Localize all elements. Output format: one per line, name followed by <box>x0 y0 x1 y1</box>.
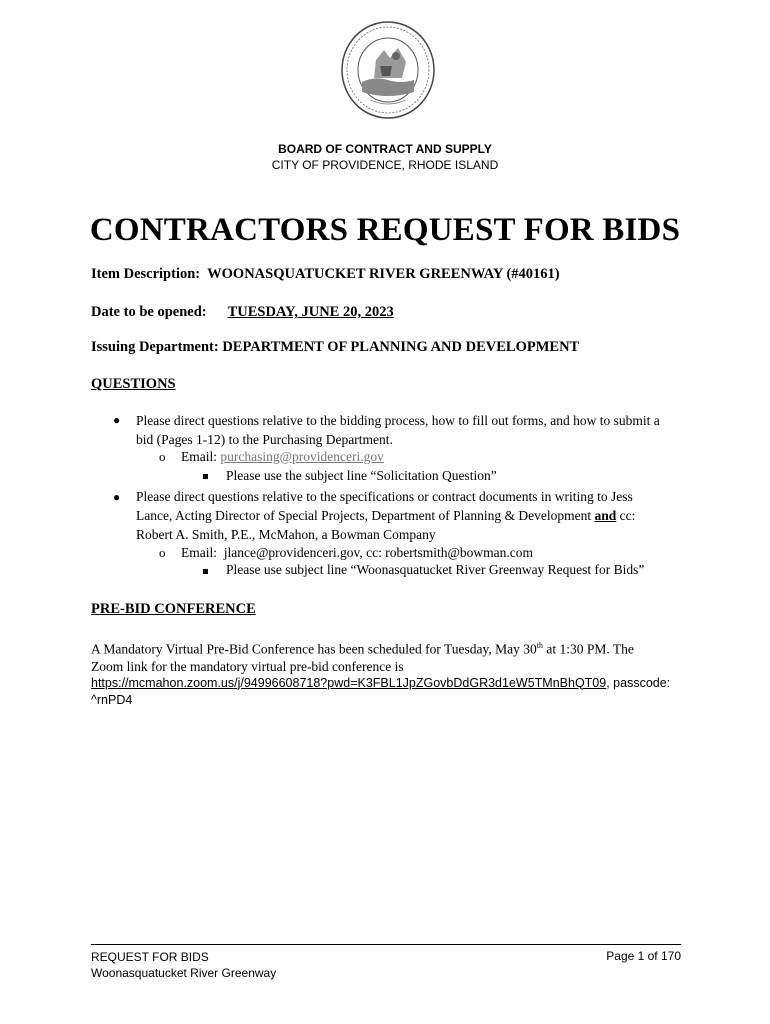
zoom-link[interactable]: https://mcmahon.zoom.us/j/94996608718?pwd=K3FBL1JpZGovbDdGR3d1eW5TMnBhQT09 <box>91 675 607 690</box>
bullet-2-line-2b: cc: <box>619 508 636 523</box>
bullet-2-email-label: Email: <box>181 545 217 560</box>
questions-heading: QUESTIONS <box>91 376 176 392</box>
prebid-sup: th <box>536 641 543 650</box>
prebid-text-3: Zoom link for the mandatory virtual pre-bid conference is <box>91 658 404 674</box>
bullet-2-email-addresses[interactable]: jlance@providenceri.gov, cc: robertsmith@bowman.com <box>223 545 534 560</box>
bullet-1-email <box>181 449 384 465</box>
bullet-icon: ● <box>113 413 121 427</box>
document-title: CONTRACTORS REQUEST FOR BIDS <box>89 212 681 248</box>
bullet-1-line-2: bid (Pages 1-12) to the Purchasing Department. <box>136 432 393 447</box>
bullet-2-email <box>181 545 533 561</box>
bullet-2-line-3: Robert A. Smith, P.E., McMahon, a Bowman Company <box>136 527 436 542</box>
open-date <box>91 304 394 321</box>
passcode-label: , passcode: <box>606 675 671 690</box>
org-name: BOARD OF CONTRACT AND SUPPLY <box>278 142 492 156</box>
bullet-2-line-2a: Lance, Acting Director of Special Projects, Department of Planning & Development <box>136 508 592 523</box>
bullet-1-subject-note: Please use the subject line “Solicitation Question” <box>226 468 497 483</box>
bullet-1-email-label: Email: <box>181 449 217 464</box>
bullet-icon: ● <box>113 490 121 504</box>
square-bullet-icon <box>203 569 208 574</box>
footer-doc-type: REQUEST FOR BIDS <box>91 950 209 964</box>
prebid-paragraph <box>91 637 691 709</box>
issuing-department-value: : DEPARTMENT OF PLANNING AND DEVELOPMENT <box>213 339 580 355</box>
prebid-text-2: at 1:30 PM. The <box>542 641 634 657</box>
city-of-providence-seal-icon <box>340 20 436 120</box>
circle-bullet-icon: o <box>159 545 166 560</box>
footer-project-name: Woonasquatucket River Greenway <box>91 966 277 980</box>
item-description-value: WOONASQUATUCKET RIVER GREENWAY (#40161) <box>207 266 560 282</box>
question-bullet-2 <box>136 487 681 544</box>
item-description <box>91 266 560 283</box>
open-date-label: Date to be opened: <box>91 304 207 320</box>
bullet-2-line-2 <box>136 506 681 525</box>
question-bullet-1 <box>136 411 681 449</box>
bullet-2-and: and <box>594 508 617 523</box>
bullet-2-line-1: Please direct questions relative to the specifications or contract documents in writing to Jess <box>136 489 633 504</box>
square-bullet-icon <box>203 474 208 479</box>
open-date-value: TUESDAY, JUNE 20, 2023 <box>227 304 394 320</box>
passcode-value: ^rnPD4 <box>91 692 133 707</box>
purchasing-email-link[interactable]: purchasing@providenceri.gov <box>220 449 384 464</box>
prebid-heading: PRE-BID CONFERENCE <box>91 601 256 617</box>
issuing-department <box>91 339 579 356</box>
prebid-text-1: A Mandatory Virtual Pre-Bid Conference has been scheduled for Tuesday, May 30 <box>91 641 537 657</box>
page-number: Page 1 of 170 <box>606 949 681 963</box>
circle-bullet-icon: o <box>159 449 166 464</box>
page-footer <box>91 944 681 980</box>
bullet-2-subject-note: Please use subject line “Woonasquatucket River Greenway Request for Bids” <box>226 562 645 577</box>
org-city: CITY OF PROVIDENCE, RHODE ISLAND <box>271 158 499 172</box>
issuing-department-label: Issuing Department <box>91 339 214 355</box>
item-description-label: Item Description: <box>91 266 201 282</box>
bullet-1-line-1: Please direct questions relative to the bidding process, how to fill out forms, and how to submit a <box>136 413 660 428</box>
